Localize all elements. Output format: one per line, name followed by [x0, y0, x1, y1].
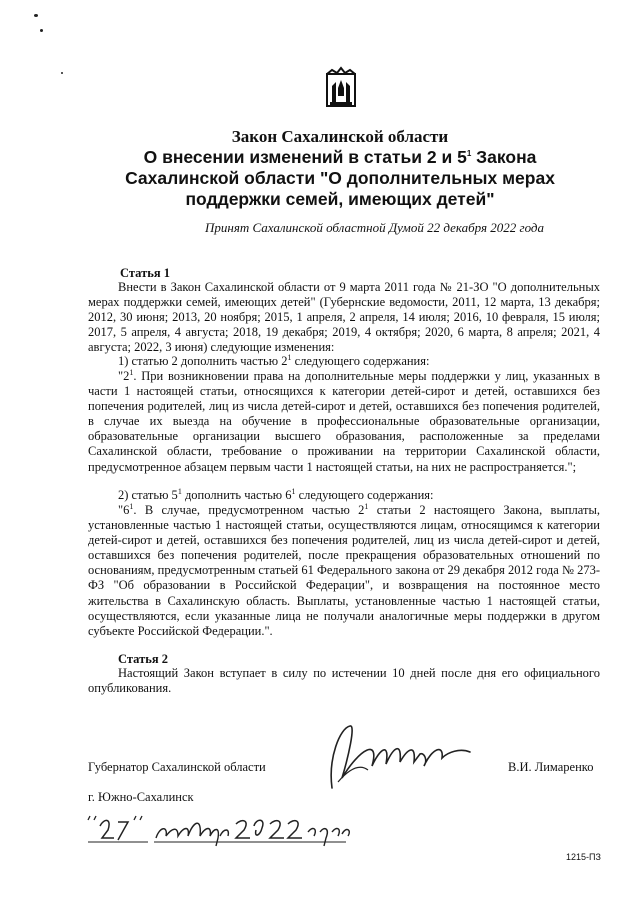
signing-city: г. Южно-Сахалинск [88, 790, 194, 804]
governor-name: В.И. Лимаренко [508, 760, 594, 774]
law-title [80, 127, 600, 210]
handwritten-date [84, 812, 354, 848]
law-title-line2: О внесении изменений в статьи 2 и $5^1$ Закона [143, 147, 537, 167]
article1-quote2: "$6^1$. В случае, предусмотренном частью $2^1$ статьи 2 настоящего Закона, выплаты, установленные частью 1 настоящей статьи, осуществляются лицам, относящимся к категории детей-сирот и детей, оставшихся без попечения родителей, лиц из числа детей-сирот и детей, оставшихся без попечения родителей, после прекращения образовательных отношений по основаниям, предусмотренным статьей 61 Федерального закона от 29 декабря 2012 года № 273-ФЗ "Об образовании в Российской Федерации", и возвращения на постоянное место жительства в Сахалинскую область. Выплаты, установленные частью 1 настоящей статьи, осуществляются, если указанные лица не получали аналогичные меры поддержки в другом субъекте Российской Федерации.". [88, 501, 600, 638]
article1-item2: 2) статью $5^1$ дополнить частью $6^1$ следующего содержания: [118, 486, 434, 502]
article1-heading: Статья 1 [120, 266, 170, 280]
coat-of-arms-icon [324, 66, 358, 108]
scan-speck [40, 29, 43, 32]
scan-speck [61, 72, 63, 74]
handwritten-signature [320, 718, 480, 796]
article2-text: Настоящий Закон вступает в силу по истечении 10 дней после дня его официального опубликования. [88, 666, 600, 696]
article1-item1: 1) статью 2 дополнить частью $2^1$ следующего содержания: [118, 352, 430, 368]
registration-number: 1215-ПЗ [566, 852, 601, 862]
scan-speck [34, 14, 38, 17]
article1-intro: Внести в Закон Сахалинской области от 9 марта 2011 года № 21-ЗО "О дополнительных мерах поддержки семей, имеющих детей" (Губернские ведомости, 2011, 12 марта, 13 декабря; 2012, 30 июня; 2013, 20 ноября; 2015, 1 апреля, 2 апреля, 14 июля; 2016, 10 февраля, 15 июля; 2017, 5 апреля, 4 августа; 2018, 19 декабря; 2019, 4 октября; 2020, 6 марта, 8 апреля; 2021, 4 августа; 2022, 3 июня) следующие изменения: [88, 280, 600, 355]
law-title-line3: Сахалинской области "О дополнительных мерах [125, 168, 555, 188]
governor-title: Губернатор Сахалинской области [88, 760, 266, 774]
article2-heading: Статья 2 [118, 652, 168, 666]
article1-quote1: "$2^1$. При возникновении права на дополнительные меры поддержки у лиц, указанных в части 1 настоящей статьи, относящихся к категории детей-сирот и детей, оставшихся без попечения родителей, лиц из числа детей-сирот и детей, оставшихся без попечения родителей, в случае их выезда на обучение в профессиональные образовательные организации, образовательные организации высшего образования, расположенные за пределами Сахалинской области, требование о проживании на территории Сахалинской области, предусмотренное абзацем первым части 1 настоящей статьи, на них не распространяется."; [88, 367, 600, 474]
law-title-line1: Закон Сахалинской области [231, 127, 449, 146]
law-title-line4: поддержки семей, имеющих детей" [185, 189, 495, 209]
adoption-note: Принят Сахалинской областной Думой 22 декабря 2022 года [205, 220, 544, 235]
